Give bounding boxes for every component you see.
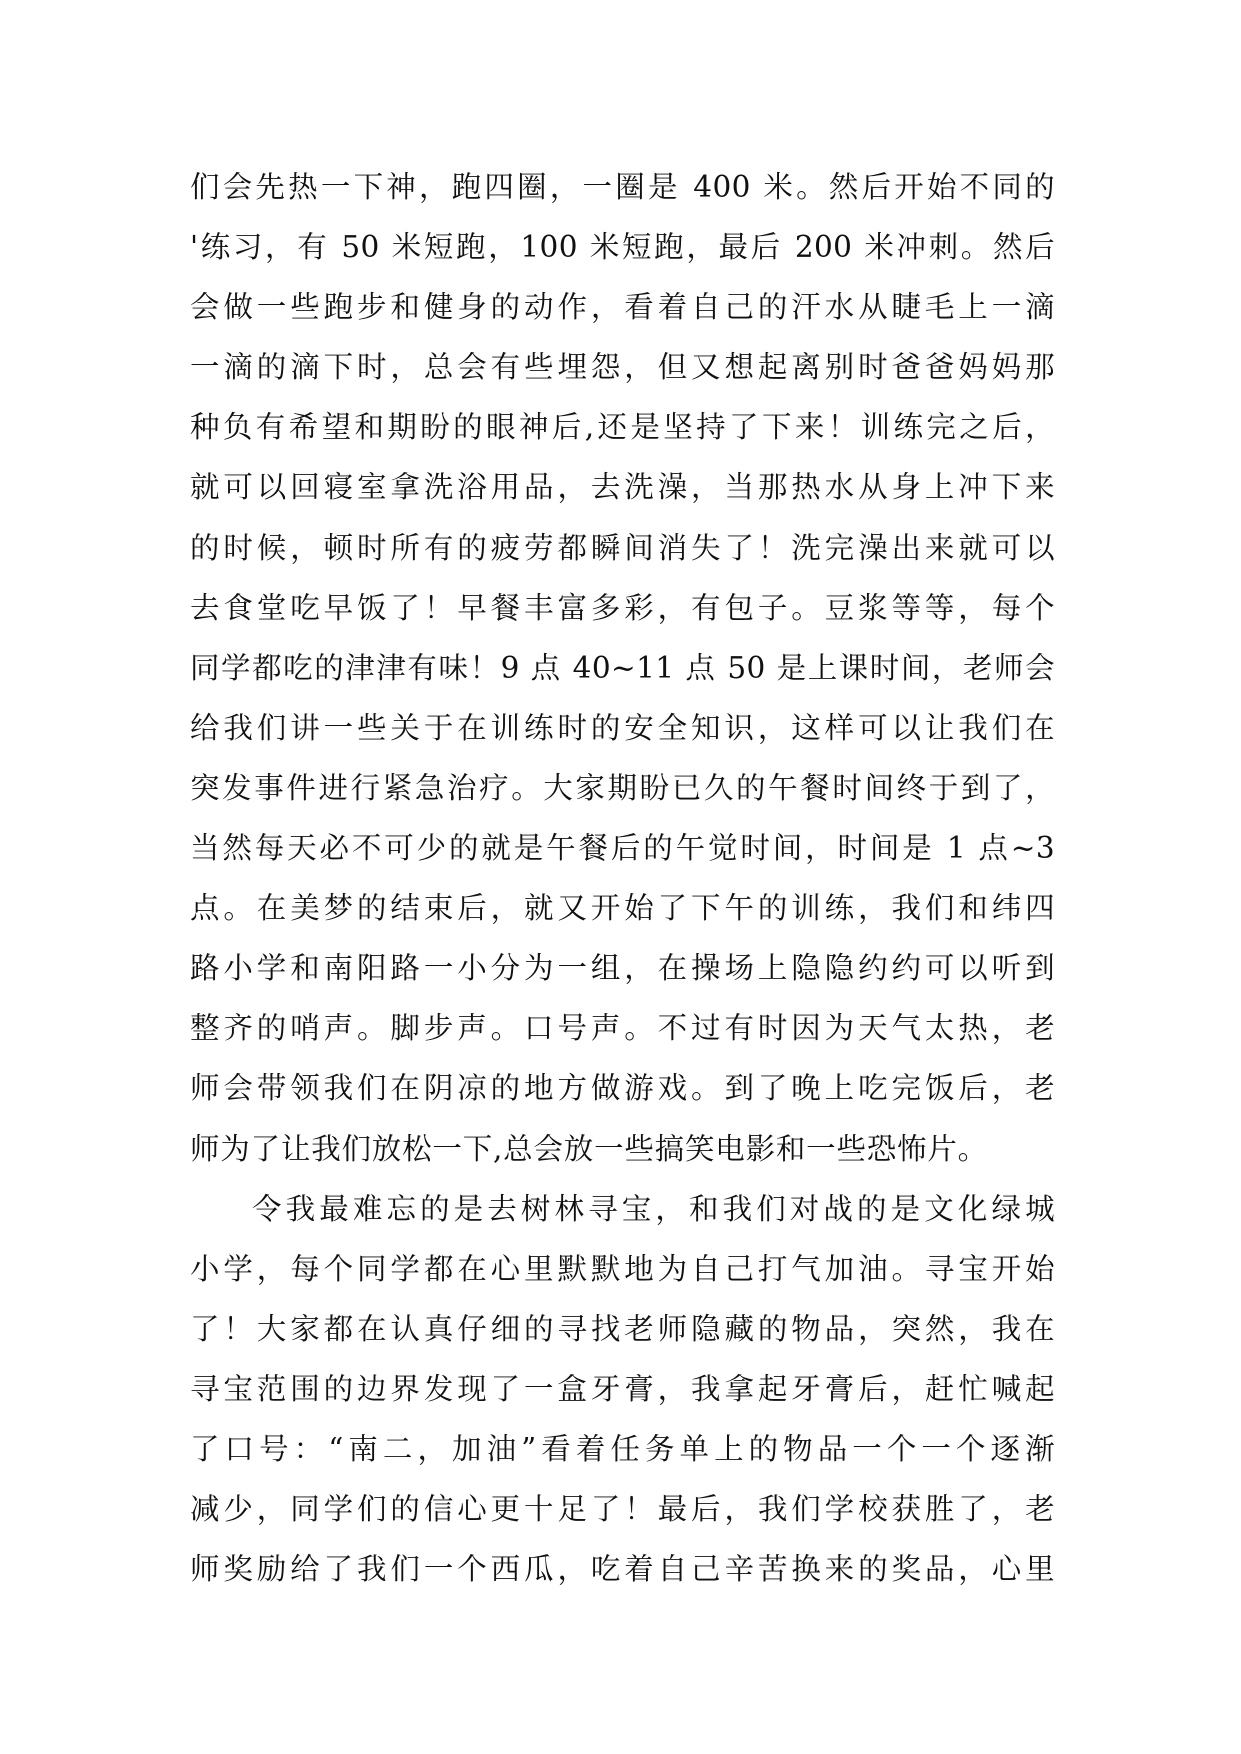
- text-line: 去食堂吃早饭了！早餐丰富多彩，有包子。豆浆等等，每个: [190, 590, 1055, 625]
- text-line: 小学，每个同学都在心里默默地为自己打气加油。寻宝开始: [190, 1251, 1055, 1286]
- body-text: [190, 157, 1055, 1599]
- text-line: 路小学和南阳路一小分为一组，在操场上隐隐约约可以听到: [190, 951, 1055, 986]
- text-line: 了！大家都在认真仔细的寻找老师隐藏的物品，突然，我在: [190, 1311, 1055, 1346]
- text-line: 点。在美梦的结束后，就又开始了下午的训练，我们和纬四: [190, 891, 1055, 926]
- text-line: 突发事件进行紧急治疗。大家期盼已久的午餐时间终于到了，: [190, 770, 1055, 805]
- paragraph-end-line: 师为了让我们放松一下,总会放一些搞笑电影和一些恐怖片。: [190, 1131, 988, 1166]
- text-line: 会做一些跑步和健身的动作，看着自己的汗水从睫毛上一滴: [190, 290, 1055, 325]
- text-line: 就可以回寝室拿洗浴用品，去洗澡，当那热水从身上冲下来: [190, 470, 1055, 505]
- text-line: 师会带领我们在阴凉的地方做游戏。到了晚上吃完饭后，老: [190, 1071, 1055, 1106]
- text-line: 的时候，顿时所有的疲劳都瞬间消失了！洗完澡出来就可以: [190, 530, 1055, 565]
- text-line: 同学都吃的津津有味！9 点 40~11 点 50 是上课时间，老师会: [190, 650, 1055, 685]
- text-line: 减少，同学们的信心更十足了！最后，我们学校获胜了，老: [190, 1492, 1055, 1527]
- text-line: '练习，有 50 米短跑，100 米短跑，最后 200 米冲刺。然后: [190, 230, 1055, 265]
- text-line: 师奖励给了我们一个西瓜，吃着自己辛苦换来的奖品，心里: [190, 1552, 1055, 1587]
- text-line: 了口号：“南二，加油”看着任务单上的物品一个一个逐渐: [190, 1431, 1055, 1466]
- text-line: 给我们讲一些关于在训练时的安全知识，这样可以让我们在: [190, 710, 1055, 745]
- text-line: 寻宝范围的边界发现了一盒牙膏，我拿起牙膏后，赶忙喊起: [190, 1371, 1055, 1406]
- paragraph-start-line: 令我最难忘的是去树林寻宝，和我们对战的是文化绿城: [252, 1191, 1055, 1226]
- text-line: 一滴的滴下时，总会有些埋怨，但又想起离别时爸爸妈妈那: [190, 350, 1055, 385]
- text-line: 当然每天必不可少的就是午餐后的午觉时间，时间是 1 点~3: [190, 831, 1055, 866]
- text-line: 整齐的哨声。脚步声。口号声。不过有时因为天气太热，老: [190, 1011, 1055, 1046]
- text-line: 们会先热一下神，跑四圈，一圈是 400 米。然后开始不同的: [190, 170, 1055, 204]
- text-line: 种负有希望和期盼的眼神后,还是坚持了下来！训练完之后，: [190, 410, 1055, 445]
